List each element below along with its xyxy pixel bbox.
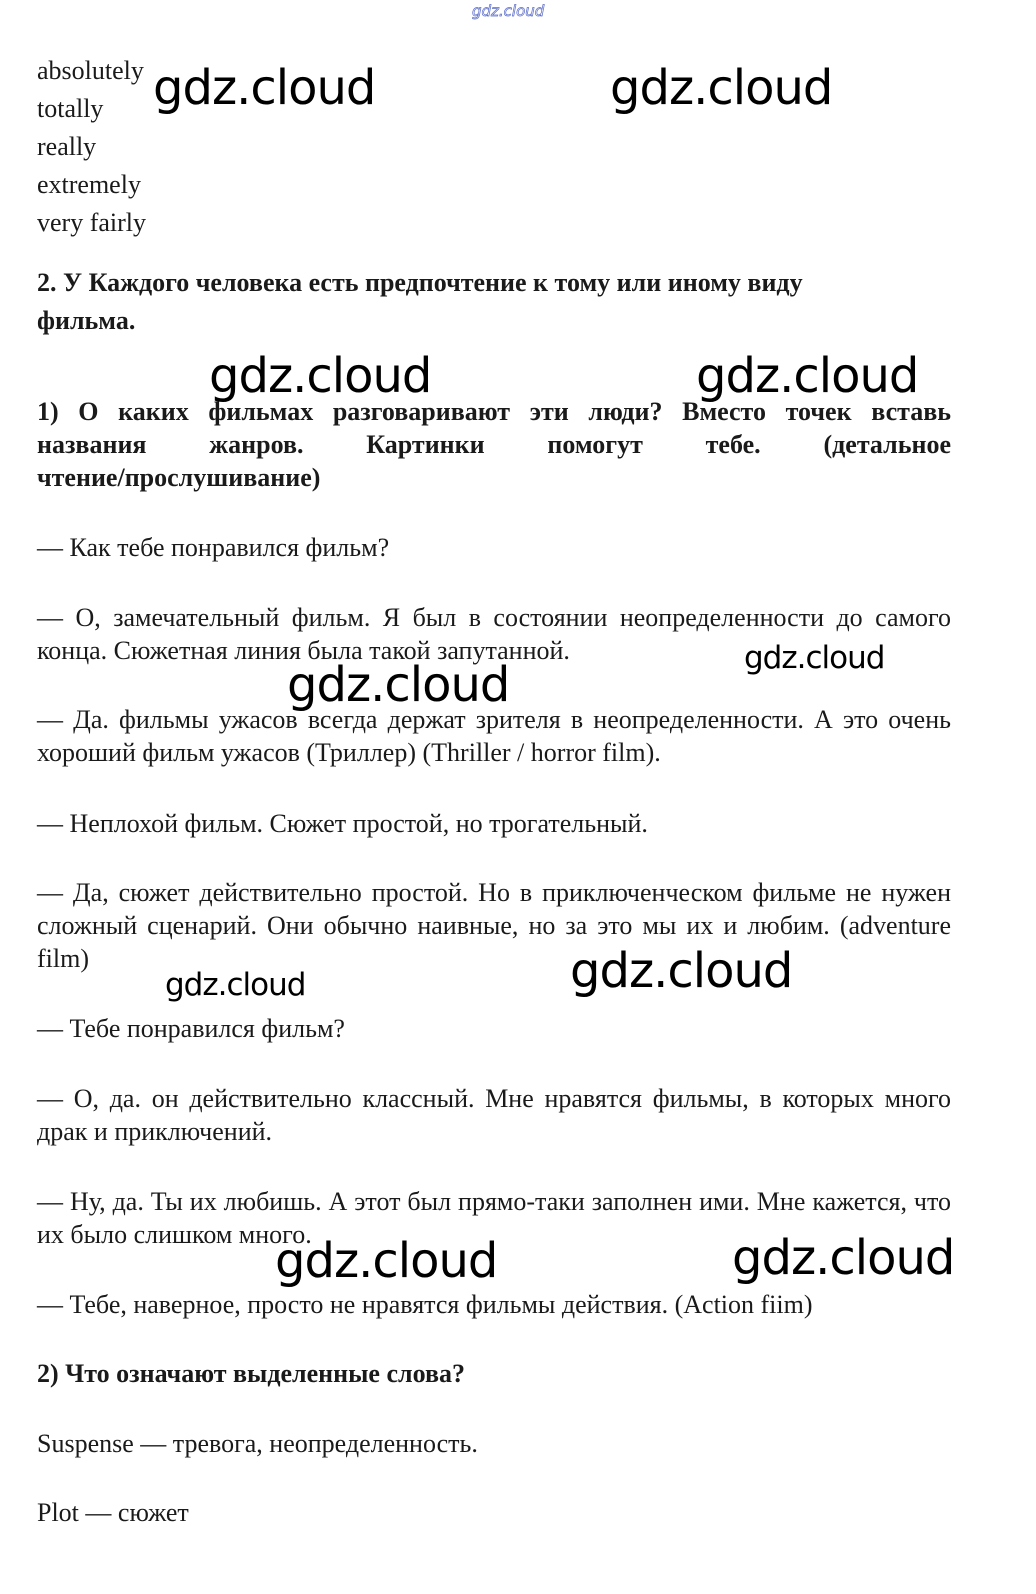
- adverb-absolutely: absolutely: [37, 56, 144, 85]
- dialogue-line-2: — О, замечательный фильм. Я был в состоянии неопределенности до самого конца. Сюжетная линия была такой запутанной.: [37, 603, 951, 665]
- task1-line1: 1) О каких фильмах разговаривают эти люди? Вместо точек вставь: [37, 397, 951, 426]
- task1-instruction: [37, 395, 951, 494]
- watermark: gdz.cloud: [275, 1233, 498, 1289]
- dialogue-line-1: — Как тебе понравился фильм?: [37, 533, 390, 562]
- adverb-really: really: [37, 132, 97, 161]
- adverb-totally: totally: [37, 94, 104, 123]
- adverb-very-fairly: very fairly: [37, 208, 147, 237]
- watermark: gdz.cloud: [570, 943, 793, 999]
- definition-plot: Plot — сюжет: [37, 1498, 189, 1527]
- dialogue-line-4: — Неплохой фильм. Сюжет простой, но трогательный.: [37, 809, 648, 838]
- task2-heading: 2) Что означают выделенные слова?: [37, 1359, 465, 1388]
- section2-heading-line2: фильма.: [37, 306, 136, 335]
- dialogue-line-6: — Тебе понравился фильм?: [37, 1014, 345, 1043]
- section2-heading-line1: 2. У Каждого человека есть предпочтение к тому или иному виду: [37, 268, 803, 297]
- dialogue-line-5: — Да, сюжет действительно простой. Но в приключенческом фильме не нужен сложный сценарий. Они обычно наивные, но за это мы их и любим. (adventure film): [37, 878, 951, 973]
- definition-suspense: Suspense — тревога, неопределенность.: [37, 1429, 478, 1458]
- top-watermark: gdz.cloud: [472, 2, 545, 20]
- watermark: gdz.cloud: [610, 60, 833, 116]
- watermark: gdz.cloud: [744, 640, 885, 676]
- dialogue-line-7: — О, да. он действительно классный. Мне нравятся фильмы, в которых много драк и приключений.: [37, 1084, 951, 1146]
- dialogue-line-9: — Тебе, наверное, просто не нравятся фильмы действия. (Action fiim): [37, 1290, 813, 1319]
- adverb-extremely: extremely: [37, 170, 141, 199]
- watermark: gdz.cloud: [209, 348, 432, 404]
- watermark: gdz.cloud: [732, 1230, 955, 1286]
- watermark: gdz.cloud: [165, 967, 306, 1003]
- dialogue-line-3: — Да. фильмы ужасов всегда держат зрителя в неопределенности. А это очень хороший фильм ужасов (Триллер) (Thriller / horror film).: [37, 705, 951, 767]
- section2-heading: [37, 264, 951, 340]
- watermark: gdz.cloud: [287, 657, 510, 713]
- task1-line3: чтение/прослушивание): [37, 463, 321, 492]
- dialogue-line-8: — Ну, да. Ты их любишь. А этот был прямо-таки заполнен ими. Мне кажется, что их было слишком много.: [37, 1187, 951, 1249]
- watermark: gdz.cloud: [153, 60, 376, 116]
- task1-line2: названия жанров. Картинки помогут тебе. (детальное: [37, 430, 951, 459]
- watermark: gdz.cloud: [696, 348, 919, 404]
